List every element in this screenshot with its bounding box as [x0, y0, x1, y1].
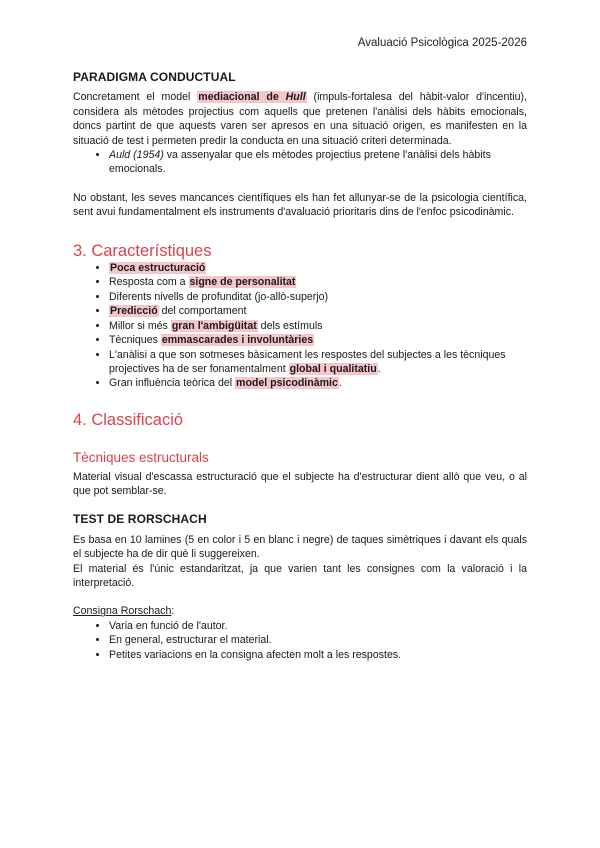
caracteristica-item	[109, 290, 527, 304]
highlight	[197, 91, 306, 103]
highlight-italic: Hull	[285, 91, 306, 104]
text: Concretament el model	[73, 91, 198, 104]
consigna-label-text: Consigna Rorschach	[73, 605, 172, 618]
caracteristica-item	[109, 304, 527, 318]
paragraph-mancances: No obstant, les seves mancances científiques els han fet allunyar-se de la psicologia científica, sent avui fundamentalment els instruments d'avaluació prioritaris dins de l'enfoc psicodinàmic.	[73, 191, 527, 219]
caracteristica-item	[109, 376, 527, 390]
heading-classificacio: 4. Classificació	[73, 410, 184, 429]
text: Millor si més	[109, 319, 171, 332]
highlight: Predicció	[110, 305, 158, 318]
paragraph-lamines: Es basa en 10 lamines (5 en color i 5 en blanc i negre) de taques simètriques i davant els quals el subjecte ha de dir què li suggereixen.	[73, 533, 527, 561]
highlight-text: mediacional de	[198, 91, 286, 104]
list-item	[109, 148, 527, 177]
consigna-item: • Petites variacions en la consigna afecten molt a les respostes.	[109, 648, 527, 662]
highlight: gran l'ambigüitat	[171, 319, 257, 332]
highlight: emmascarades i involuntàries	[161, 334, 314, 347]
heading-tecniques-estructurals: Tècniques estructurals	[73, 450, 209, 466]
page-header: Avaluació Psicològica 2025-2026	[357, 37, 527, 49]
highlight: model psicodinàmic	[236, 377, 338, 390]
text: Tècniques	[109, 334, 161, 347]
text: Diferents nivells de profunditat (jo-allò-superjo)	[109, 290, 329, 303]
bullet-list-auld	[73, 148, 527, 177]
consigna-item: • En general, estructurar el material.	[109, 633, 527, 647]
paragraph-hull	[73, 90, 527, 148]
consigna-label	[73, 604, 527, 618]
caracteristica-item	[109, 275, 527, 289]
section-title-paradigma: PARADIGMA CONDUCTUAL	[73, 70, 236, 84]
caracteristica-item	[109, 261, 527, 275]
heading-caracteristiques: 3. Característiques	[73, 241, 212, 260]
text: va assenyalar que els mètodes projectius pretene l'anàlisi dels hàbits emocionals.	[109, 149, 491, 176]
text: (impuls-fortalesa del hàbit-valor d'incentiu), considera als mètodes projectius com aquells que pretenen l'anàlisi dels hàbits emocionals, doncs partint de que aquests varen ser apresos en una situació origen, es manifesten en la situació de test i permeten predir la conducta en una situació criteri determinada.	[73, 91, 527, 147]
colon: :	[171, 605, 175, 618]
citation: Auld (1954)	[109, 149, 164, 162]
consigna-item: • Varia en funció de l'autor.	[109, 619, 527, 633]
text: .	[377, 362, 381, 375]
caracteristiques-list	[73, 261, 527, 391]
text: Resposta com a	[109, 276, 189, 289]
consigna-list	[73, 619, 527, 662]
text: Gran influència teòrica del	[109, 377, 236, 390]
section-title-rorschach: TEST DE RORSCHACH	[73, 512, 207, 527]
text: del comportament	[158, 305, 247, 318]
document-content	[73, 70, 527, 662]
text: .	[338, 377, 342, 390]
text: dels estímuls	[257, 319, 323, 332]
highlight: Poca estructuració	[110, 262, 206, 275]
highlight: signe de personalitat	[189, 276, 296, 289]
caracteristica-item	[109, 348, 527, 377]
caracteristica-item	[109, 319, 527, 333]
highlight: global i qualitatiu	[289, 362, 377, 375]
text: L'anàlisi a que son sotmeses bàsicament les respostes del subjectes a les tècniques projectives ha de ser fonamentalment	[109, 348, 506, 375]
paragraph-material: El material és l'únic estandaritzat, ja que varien tant les consignes com la valoració i la interpretació.	[73, 562, 527, 589]
caracteristica-item	[109, 333, 527, 347]
paragraph-material-visual: Material visual d'escassa estructuració que el subjecte ha d'estructurar dient allò que veu, o al que pot semblar-se.	[73, 470, 527, 497]
